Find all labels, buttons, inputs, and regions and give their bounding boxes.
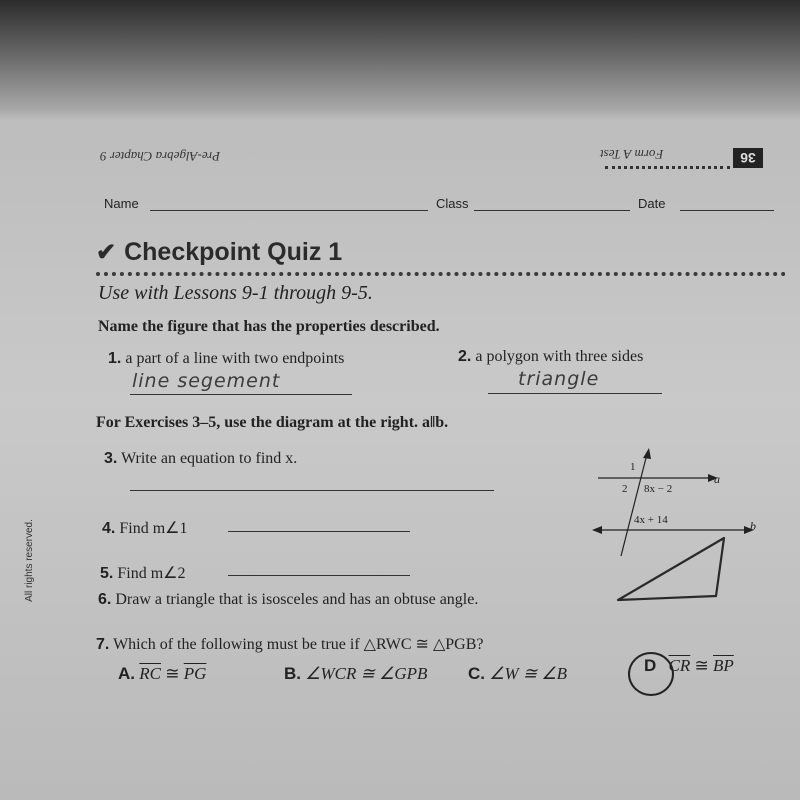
line-b-left-arrow-icon — [592, 526, 602, 534]
quiz-subtitle: Use with Lessons 9-1 through 9-5. — [98, 282, 373, 304]
angle-1-label: 1 — [630, 461, 636, 473]
date-line[interactable] — [680, 210, 774, 211]
question-1-text: a part of a line with two endpoints — [125, 350, 345, 367]
page-number-badge: 36 — [733, 148, 763, 168]
choice-d-right: $\overline{BP}$ — [713, 656, 734, 675]
question-4-text: Find m∠1 — [119, 520, 188, 537]
upside-down-book-title: Pre-Algebra Chapter 9 — [100, 149, 221, 164]
choice-c-letter: C. — [468, 664, 485, 683]
question-1-answer-line — [130, 394, 352, 395]
question-5-answer-line[interactable] — [228, 575, 410, 576]
upside-down-form-label: Form A Test — [600, 147, 664, 162]
question-2 — [458, 348, 643, 366]
question-2-text: a polygon with three sides — [475, 348, 644, 365]
date-label: Date — [638, 196, 666, 211]
choice-b-text: ∠WCR ≅ ∠GPB — [305, 664, 428, 683]
question-1-number: 1. — [108, 350, 122, 367]
question-1-answer[interactable]: line segement — [132, 370, 281, 392]
choice-d-rel: ≅ — [694, 656, 709, 675]
choice-a-right: $\overline{PG}$ — [183, 664, 207, 683]
name-line[interactable] — [150, 210, 428, 211]
quiz-title-text: Checkpoint Quiz 1 — [124, 238, 343, 266]
question-3-text: Write an equation to find x. — [121, 450, 298, 467]
question-5-text: Find m∠2 — [117, 565, 186, 582]
copyright-side-note: All rights reserved. — [23, 519, 35, 602]
choice-c[interactable] — [468, 664, 567, 684]
question-3-answer-line[interactable] — [130, 490, 494, 491]
name-label: Name — [104, 196, 139, 211]
line-a-label: a — [714, 472, 720, 486]
section1-instruction: Name the figure that has the properties described. — [98, 318, 440, 335]
question-5 — [100, 563, 185, 583]
choice-a-rel: ≅ — [165, 664, 180, 683]
checkmark-icon: ✔ — [96, 239, 117, 266]
class-line[interactable] — [474, 210, 630, 211]
quiz-title — [96, 238, 342, 267]
question-3 — [104, 450, 297, 468]
question-4-answer-line[interactable] — [228, 531, 410, 532]
question-6-number: 6. — [98, 591, 112, 608]
question-4-number: 4. — [102, 520, 116, 537]
choice-c-text: ∠W ≅ ∠B — [489, 664, 568, 683]
line-b-label: b — [750, 519, 756, 533]
choice-b-letter: B. — [284, 664, 301, 683]
choice-a-letter: A. — [118, 664, 135, 683]
angle-expr-bottom: 4x + 14 — [634, 514, 668, 526]
angle-2-label: 2 — [622, 483, 628, 495]
angle-expr-top: 8x − 2 — [644, 483, 673, 495]
choice-d[interactable] — [644, 656, 734, 676]
question-5-number: 5. — [100, 565, 114, 582]
choice-d-letter: D — [644, 656, 657, 675]
question-7 — [96, 634, 483, 654]
question-4 — [102, 518, 187, 538]
choice-d-left: $\overline{CR}$ — [668, 656, 691, 675]
binding-shadow — [0, 0, 800, 120]
choice-a-left: $\overline{RC}$ — [139, 664, 161, 683]
question-6-text: Draw a triangle that is isosceles and has an obtuse angle. — [115, 591, 479, 608]
question-1 — [108, 350, 344, 368]
question-3-number: 3. — [104, 450, 118, 467]
question-7-text: Which of the following must be true if △RWC ≅ △PGB? — [113, 636, 484, 653]
question-7-number: 7. — [96, 636, 110, 653]
question-2-answer-line — [488, 393, 662, 394]
transversal-arrow-icon — [643, 448, 651, 459]
question-6 — [98, 591, 478, 609]
drawn-obtuse-triangle — [612, 530, 742, 610]
choice-b[interactable] — [284, 664, 427, 684]
header-dotted-line — [605, 166, 730, 169]
choice-a[interactable] — [118, 664, 206, 684]
question-2-number: 2. — [458, 348, 472, 365]
section2-instruction: For Exercises 3–5, use the diagram at the right. a‖b. — [96, 414, 449, 431]
question-2-answer[interactable]: triangle — [518, 368, 600, 390]
title-dotted-rule — [96, 272, 786, 276]
class-label: Class — [436, 196, 469, 211]
